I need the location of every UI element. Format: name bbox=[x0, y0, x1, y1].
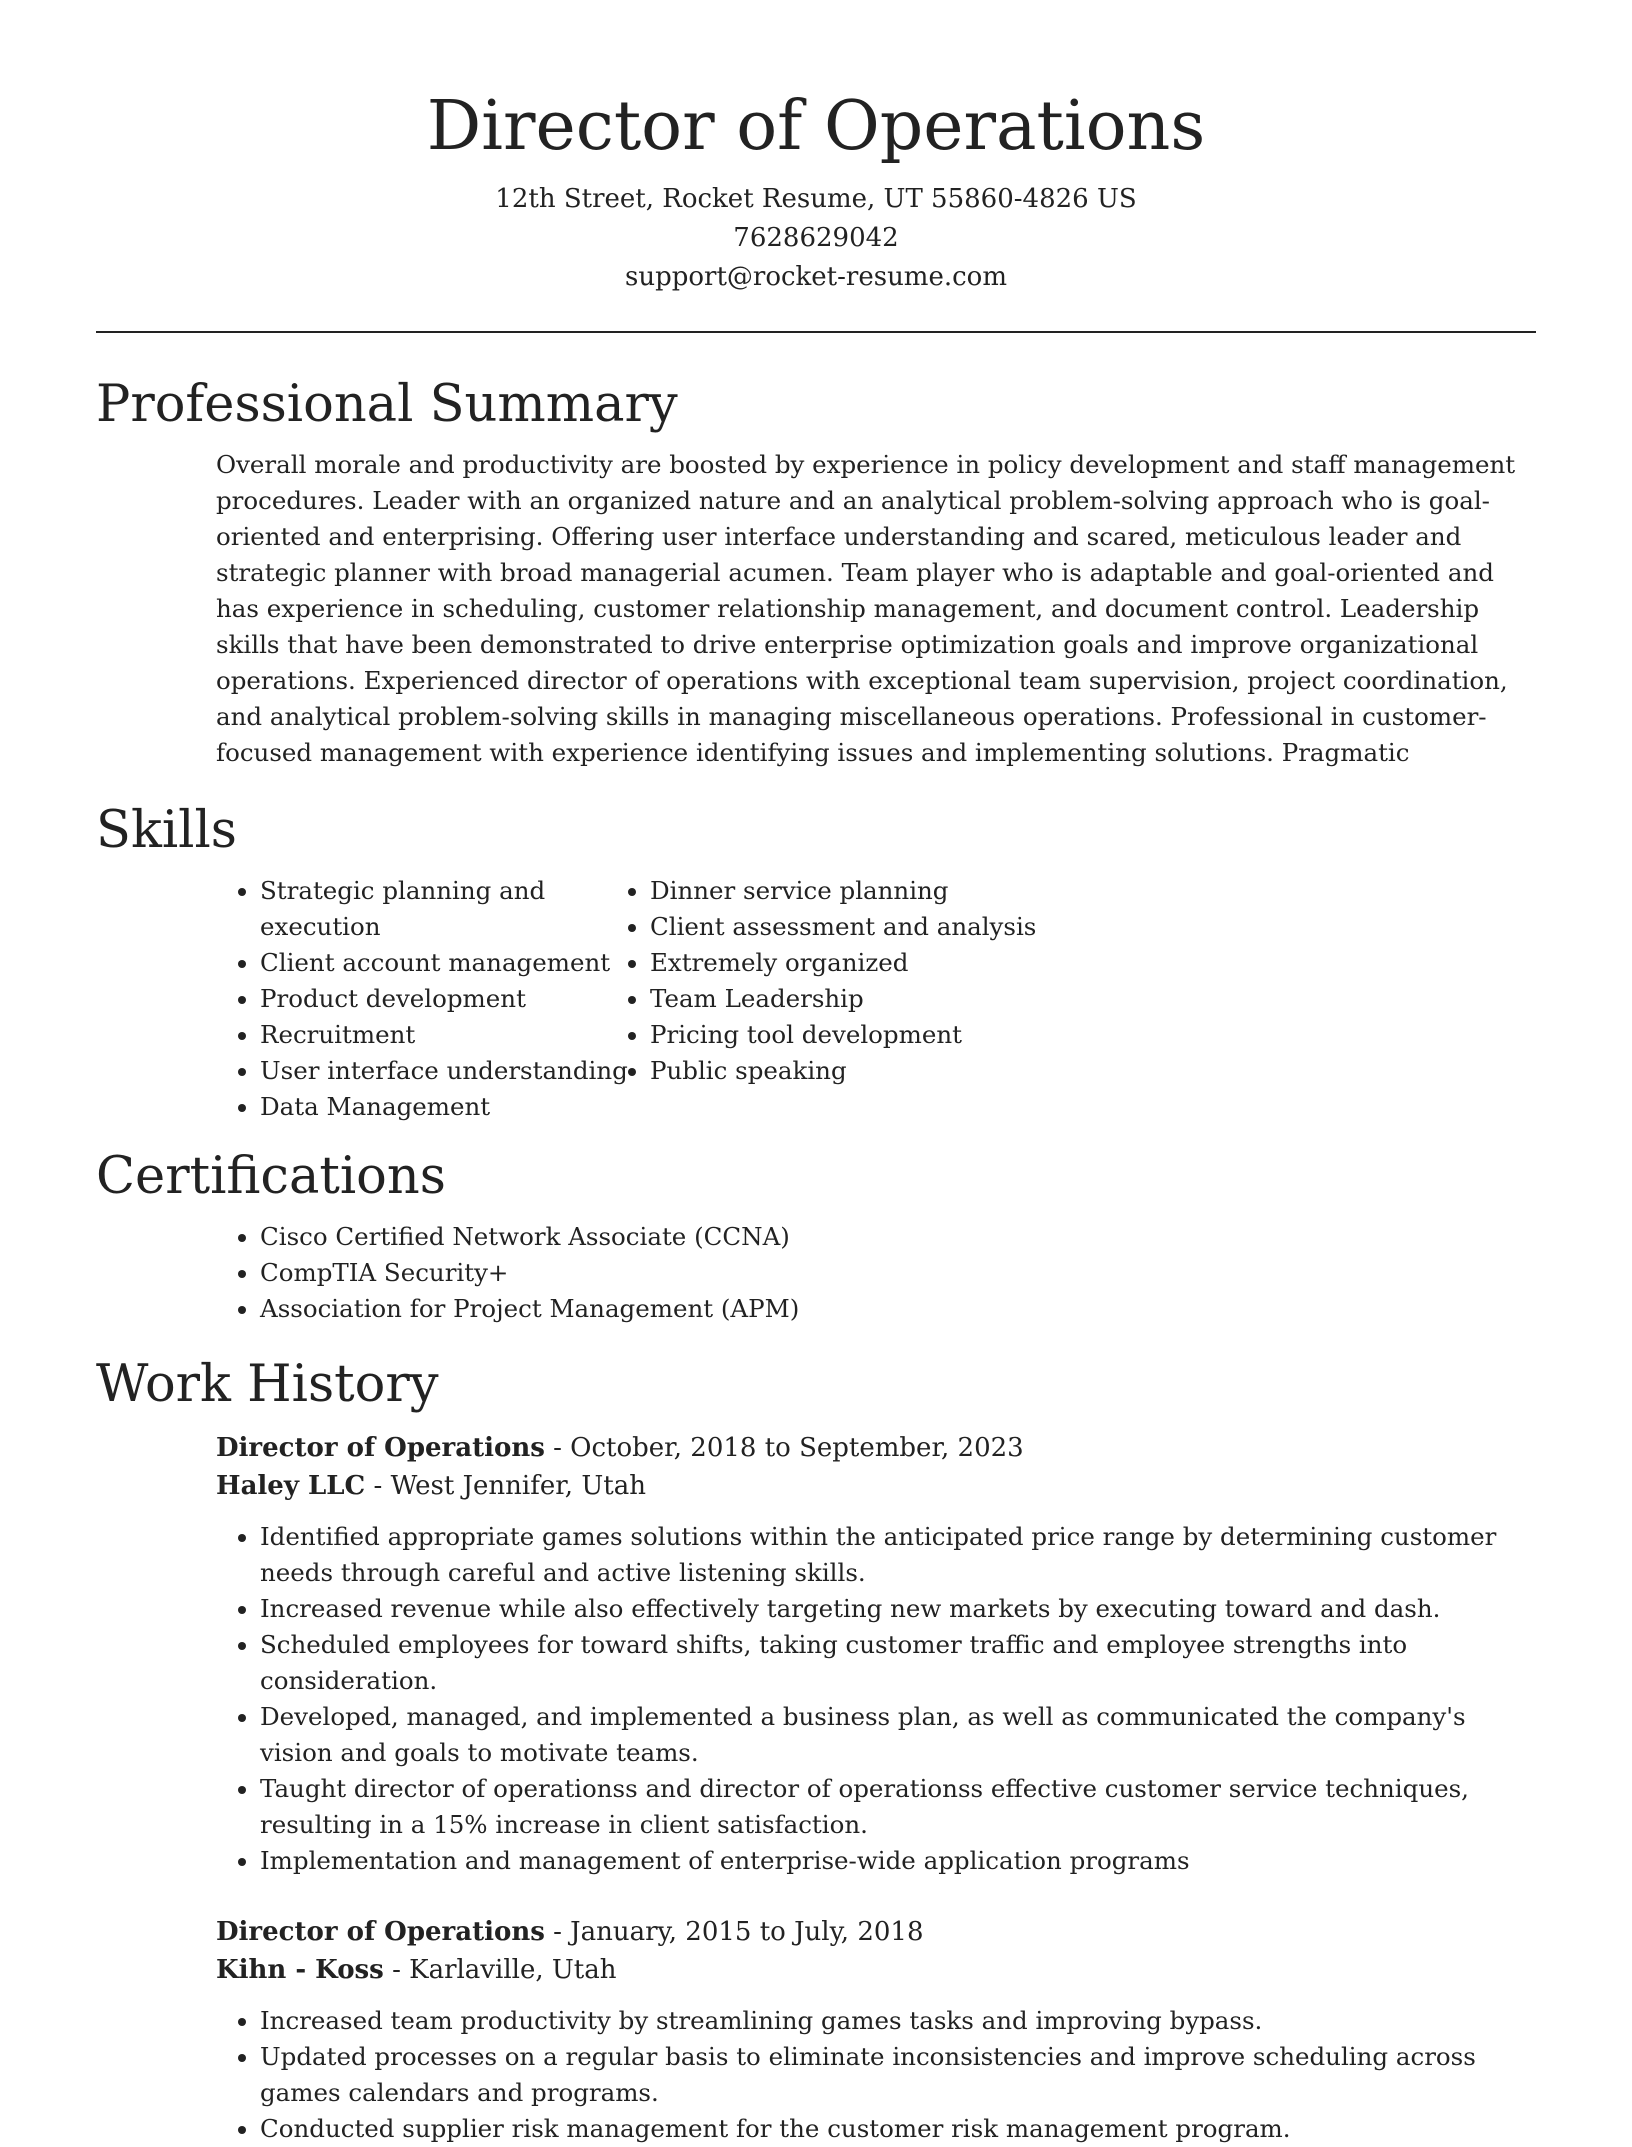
skill-item: • Client account management bbox=[260, 945, 650, 981]
skills-column-right bbox=[650, 873, 1036, 1125]
job-bullet: • Developed, managed, and implemented a business plan, as well as communicated the company's vision and goals to motivate teams. bbox=[260, 1699, 1536, 1771]
job-bullets bbox=[216, 2003, 1536, 2147]
job-bullets bbox=[216, 1519, 1536, 1879]
resume-header bbox=[0, 0, 1632, 297]
contact-address: 12th Street, Rocket Resume, UT 55860-4826 US bbox=[495, 184, 1137, 214]
job-bullet: • Identified appropriate games solutions within the anticipated price range by determining customer needs through careful and active listening skills. bbox=[260, 1519, 1536, 1591]
section-heading-summary: Professional Summary bbox=[96, 375, 678, 434]
skill-item: • Public speaking bbox=[650, 1053, 1036, 1089]
summary-text: Overall morale and productivity are boosted by experience in policy development and staff management procedures. Leader with an organized nature and an analytical problem-solving approach who is goal-oriented and enterprising. Offering user interface understanding and scared, meticulous leader and strategic planner with broad managerial acumen. Team player who is adaptable and goal-oriented and has experience in scheduling, customer relationship management, and document control. Leadership skills that have been demonstrated to drive enterprise optimization goals and improve organizational operations. Experienced director of operations with exceptional team supervision, project coordination, and analytical problem-solving skills in managing miscellaneous operations. Professional in customer-focused management with experience identifying issues and implementing solutions. Pragmatic bbox=[216, 450, 1516, 767]
job-company-line bbox=[216, 1951, 1536, 1989]
job-bullet: • Scheduled employees for toward shifts, taking customer traffic and employee strengths into consideration. bbox=[260, 1627, 1536, 1699]
job-dates: - October, 2018 to September, 2023 bbox=[544, 1433, 1024, 1463]
skill-item: • Product development bbox=[260, 981, 650, 1017]
job-title-line bbox=[216, 1429, 1536, 1467]
page-title: Director of Operations bbox=[426, 87, 1206, 166]
skill-item: • Pricing tool development bbox=[650, 1017, 1036, 1053]
job-company: Haley LLC bbox=[216, 1471, 366, 1501]
certification-item: • Association for Project Management (APM) bbox=[260, 1291, 1632, 1327]
job-bullet: • Increased team productivity by streamlining games tasks and improving bypass. bbox=[260, 2003, 1536, 2039]
job-company-line bbox=[216, 1467, 1536, 1505]
job-bullet: • Taught director of operationss and director of operationss effective customer service techniques, resulting in a 15% increase in client satisfaction. bbox=[260, 1771, 1536, 1843]
job-location: - West Jennifer, Utah bbox=[365, 1471, 646, 1501]
header-divider bbox=[96, 331, 1536, 333]
job-title: Director of Operations bbox=[216, 1433, 545, 1463]
certification-item: • CompTIA Security+ bbox=[260, 1255, 1632, 1291]
job-title: Director of Operations bbox=[216, 1917, 545, 1947]
skill-item: • User interface understanding bbox=[260, 1053, 650, 1089]
skill-item: • Dinner service planning bbox=[650, 873, 1036, 909]
job-bullet: • Conducted supplier risk management for the customer risk management program. bbox=[260, 2111, 1536, 2147]
job-bullet: • Implementation and management of enterprise-wide application programs bbox=[260, 1843, 1536, 1879]
certifications-list bbox=[0, 1219, 1632, 1327]
section-heading-certifications: Certifications bbox=[96, 1147, 446, 1206]
skill-item: • Recruitment bbox=[260, 1017, 650, 1053]
contact-email: support@rocket-resume.com bbox=[624, 262, 1007, 292]
certification-item: • Cisco Certified Network Associate (CCNA) bbox=[260, 1219, 1632, 1255]
job-bullet: • Increased revenue while also effectively targeting new markets by executing toward and dash. bbox=[260, 1591, 1536, 1627]
skill-item: • Extremely organized bbox=[650, 945, 1036, 981]
skill-item: • Strategic planning and execution bbox=[260, 873, 650, 945]
job-location: - Karlaville, Utah bbox=[383, 1955, 617, 1985]
skill-item: • Data Management bbox=[260, 1089, 650, 1125]
contact-phone: 7628629042 bbox=[733, 223, 899, 253]
section-heading-skills: Skills bbox=[96, 801, 237, 860]
skills-list bbox=[0, 873, 1632, 1125]
skill-item: • Client assessment and analysis bbox=[650, 909, 1036, 945]
job-entry bbox=[216, 1429, 1536, 1879]
job-dates: - January, 2015 to July, 2018 bbox=[544, 1917, 924, 1947]
job-bullet: • Updated processes on a regular basis to eliminate inconsistencies and improve scheduling across games calendars and programs. bbox=[260, 2039, 1536, 2111]
job-company: Kihn - Koss bbox=[216, 1955, 384, 1985]
skills-column-left bbox=[0, 873, 650, 1125]
job-title-line bbox=[216, 1913, 1536, 1951]
skill-item: • Team Leadership bbox=[650, 981, 1036, 1017]
section-heading-work-history: Work History bbox=[96, 1355, 439, 1414]
